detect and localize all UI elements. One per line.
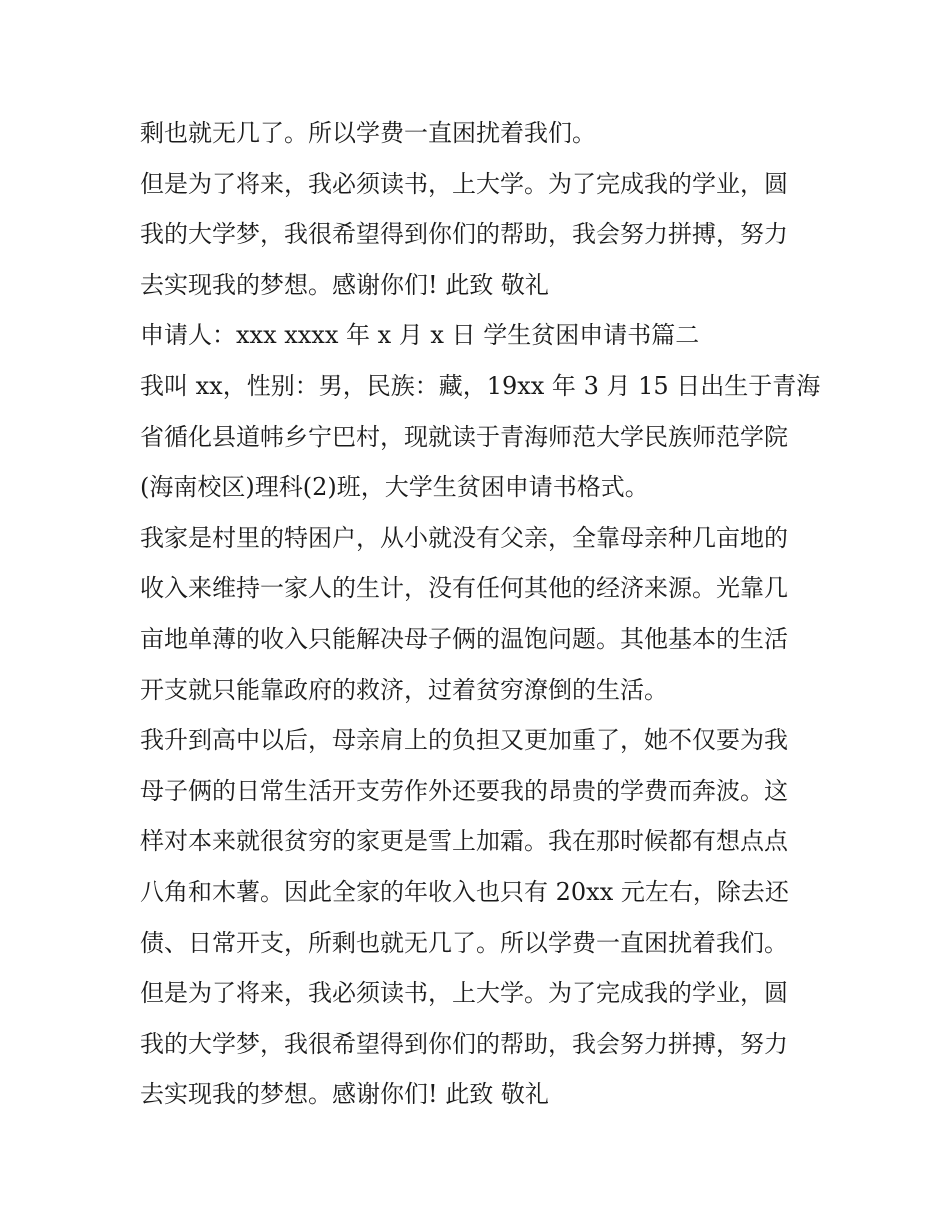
- text-line: 我的大学梦，我很希望得到你们的帮助，我会努力拼搏，努力: [140, 220, 788, 249]
- text-line: 去实现我的梦想。感谢你们! 此致 敬礼: [140, 270, 549, 299]
- text-line: (海南校区)理科(2)班，大学生贫困申请书格式。: [140, 473, 649, 502]
- text-line: 我叫 xx，性别：男，民族：藏，19xx 年 3 月 15 日出生于青海: [140, 371, 821, 400]
- text-line: 母子俩的日常生活开支劳作外还要我的昂贵的学费而奔波。这: [140, 776, 788, 805]
- text-line: 八角和木薯。因此全家的年收入也只有 20xx 元左右，除去还: [140, 877, 789, 906]
- text-line: 省循化县道帏乡宁巴村，现就读于青海师范大学民族师范学院: [140, 422, 788, 451]
- applicant-line: 申请人：xxx xxxx 年 x 月 x 日 学生贫困申请书篇二: [140, 321, 700, 350]
- text-line: 但是为了将来，我必须读书，上大学。为了完成我的学业，圆: [140, 169, 788, 198]
- text-line: 我升到高中以后，母亲肩上的负担又更加重了，她不仅要为我: [140, 726, 788, 755]
- document-body: [140, 108, 820, 1120]
- text-line: 开支就只能靠政府的救济，过着贫穷潦倒的生活。: [140, 675, 668, 704]
- text-line: 但是为了将来，我必须读书，上大学。为了完成我的学业，圆: [140, 979, 788, 1008]
- text-line: 我的大学梦，我很希望得到你们的帮助，我会努力拼搏，努力: [140, 1029, 788, 1058]
- text-line: 亩地单薄的收入只能解决母子俩的温饱问题。其他基本的生活: [140, 624, 788, 653]
- text-line: 样对本来就很贫穷的家更是雪上加霜。我在那时候都有想点点: [140, 827, 788, 856]
- text-line: 剩也就无几了。所以学费一直困扰着我们。: [140, 119, 596, 147]
- text-line: 去实现我的梦想。感谢你们! 此致 敬礼: [140, 1080, 549, 1109]
- text-line: 我家是村里的特困户，从小就没有父亲，全靠母亲种几亩地的: [140, 523, 788, 552]
- text-line: 债、日常开支，所剩也就无几了。所以学费一直困扰着我们。: [140, 928, 788, 957]
- text-line: 收入来维持一家人的生计，没有任何其他的经济来源。光靠几: [140, 574, 788, 603]
